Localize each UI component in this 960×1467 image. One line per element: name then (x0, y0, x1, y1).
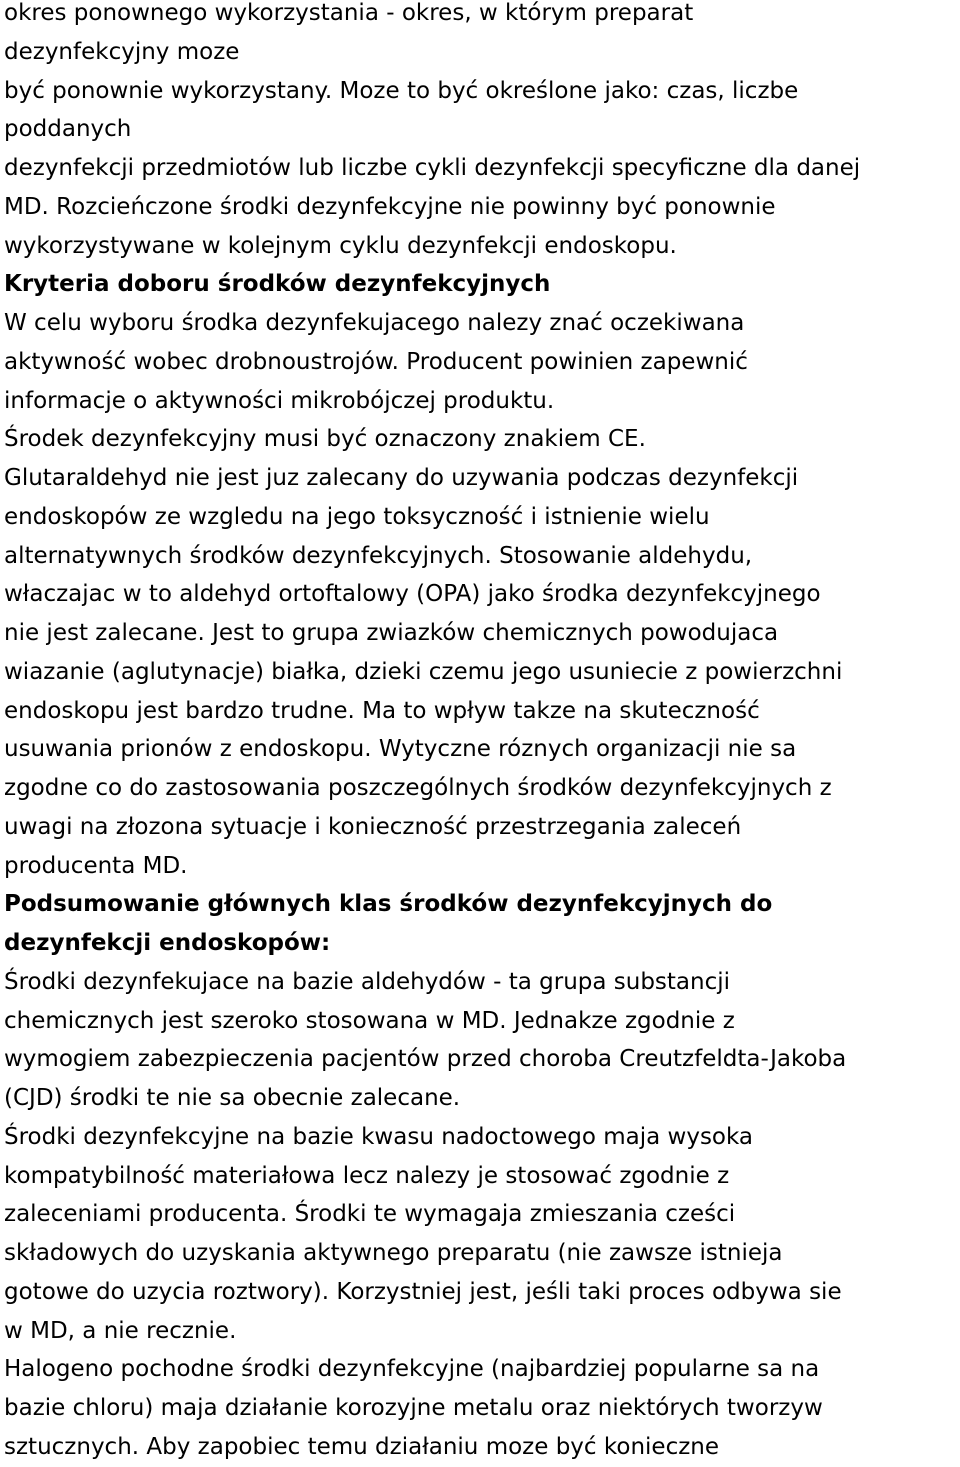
text-line: poddanych (4, 116, 132, 143)
text-line: Halogeno pochodne środki dezynfekcyjne (najbardziej popularne sa na (4, 1356, 820, 1383)
text-line: bazie chloru) maja działanie korozyjne metalu oraz niektórych tworzyw (4, 1395, 823, 1421)
text-line: nie jest zalecane. Jest to grupa zwiazków chemicznych powodujaca (4, 620, 779, 646)
text-line: wymogiem zabezpieczenia pacjentów przed choroba Creutzfeldta-Jakoba (4, 1046, 847, 1073)
text-line: gotowe do uzycia roztwory). Korzystniej jest, jeśli taki proces odbywa sie (4, 1278, 842, 1305)
text-line: endoskopu jest bardzo trudne. Ma to wpływ takze na skuteczność (4, 697, 760, 724)
text-line: Glutaraldehyd nie jest juz zalecany do uzywania podczas dezynfekcji (4, 465, 799, 491)
text-line: chemicznych jest szeroko stosowana w MD. Jednakze zgodnie z (4, 1007, 735, 1034)
text-line: MD. Rozcieńczone środki dezynfekcyjne nie powinny być ponownie (4, 193, 776, 220)
text-line: wykorzystywane w kolejnym cyklu dezynfekcji endoskopu. (4, 232, 677, 259)
text-line: endoskopów ze wzgledu na jego toksyczność i istnienie wielu (4, 503, 710, 530)
section-heading: dezynfekcji endoskopów: (4, 930, 331, 956)
text-line: W celu wyboru środka dezynfekujacego nalezy znać oczekiwana (4, 310, 745, 336)
text-line: właczajac w to aldehyd ortoftalowy (OPA) jako środka dezynfekcyjnego (4, 581, 821, 608)
text-line: wiazanie (aglutynacje) białka, dzieki czemu jego usuniecie z powierzchni (4, 658, 843, 685)
text-line: informacje o aktywności mikrobójczej produktu. (4, 387, 555, 414)
section-heading: Podsumowanie głównych klas środków dezynfekcyjnych do (4, 891, 773, 918)
text-line: (CJD) środki te nie sa obecnie zalecane. (4, 1085, 461, 1111)
text-line: być ponownie wykorzystany. Moze to być określone jako: czas, liczbe (4, 77, 799, 104)
text-line: kompatybilność materiałowa lecz nalezy je stosować zgodnie z (4, 1162, 730, 1189)
text-line: Środki dezynfekcyjne na bazie kwasu nadoctowego maja wysoka (4, 1123, 754, 1150)
text-line: zaleceniami producenta. Środki te wymagaja zmieszania cześci (4, 1201, 736, 1228)
text-line: okres ponownego wykorzystania - okres, w którym preparat (4, 0, 694, 26)
section-heading: Kryteria doboru środków dezynfekcyjnych (4, 271, 551, 298)
text-line: Środek dezynfekcyjny musi być oznaczony znakiem CE. (4, 426, 646, 453)
text-line: producenta MD. (4, 852, 188, 879)
text-line: dezynfekcyjny moze (4, 38, 240, 65)
text-line: aktywność wobec drobnoustrojów. Producent powinien zapewnić (4, 348, 748, 375)
document-page (4, 0, 956, 1467)
text-line: uwagi na złozona sytuacje i konieczność przestrzegania zaleceń (4, 813, 742, 840)
text-line: sztucznych. Aby zapobiec temu działaniu moze być konieczne (4, 1433, 720, 1460)
text-line: dezynfekcji przedmiotów lub liczbe cykli dezynfekcji specyficzne dla danej (4, 155, 861, 181)
text-line: Środki dezynfekujace na bazie aldehydów - ta grupa substancji (4, 968, 731, 995)
text-line: usuwania prionów z endoskopu. Wytyczne róznych organizacji nie sa (4, 736, 797, 763)
text-line: alternatywnych środków dezynfekcyjnych. Stosowanie aldehydu, (4, 542, 753, 569)
text-line: w MD, a nie recznie. (4, 1317, 237, 1344)
text-line: składowych do uzyskania aktywnego preparatu (nie zawsze istnieja (4, 1240, 783, 1266)
text-line: zgodne co do zastosowania poszczególnych środków dezynfekcyjnych z (4, 775, 832, 801)
